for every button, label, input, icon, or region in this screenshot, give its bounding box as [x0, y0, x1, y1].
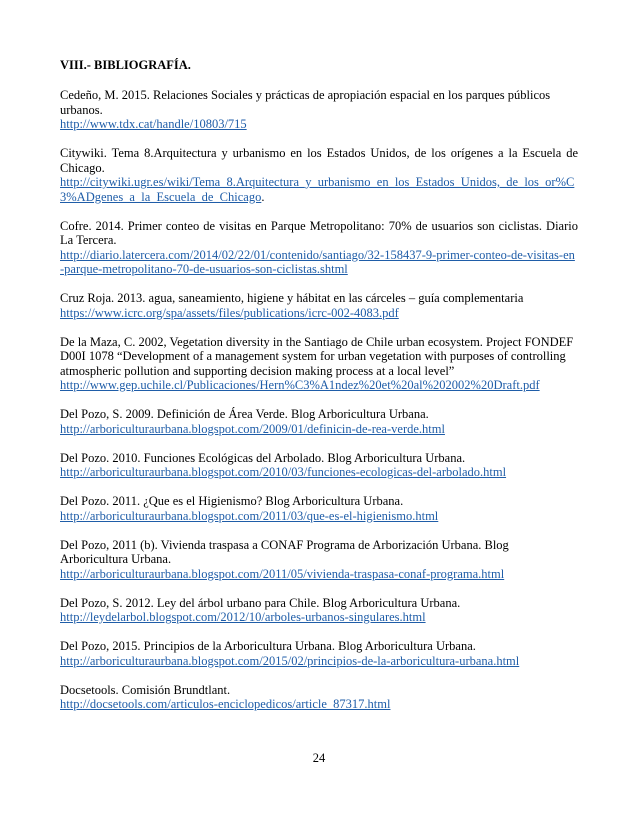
bib-entry-text: De la Maza, C. 2002, Vegetation diversity in the Santiago de Chile urban ecosystem. Project FONDEF D00I 1078 “Development of a management system for urban vegetation with purposes of controlling atmospheric pollution and supporting decision making process at a local level” — [60, 334, 574, 378]
bib-entry-link[interactable]: http://arboriculturaurbana.blogspot.com/2009/01/definicin-de-rea-verde.html — [60, 421, 445, 436]
bib-entry-link[interactable]: http://arboriculturaurbana.blogspot.com/2011/03/que-es-el-higienismo.html — [60, 508, 439, 523]
bib-entry-link[interactable]: http://arboriculturaurbana.blogspot.com/2010/03/funciones-ecologicas-del-arbolado.html — [60, 465, 507, 479]
bib-entry-text: Docsetools. Comisión Brundtlant. — [60, 682, 231, 697]
bib-entry-text: Citywiki. Tema 8.Arquitectura y urbanismo en los Estados Unidos, de los orígenes a la Escuela de Chicago. — [60, 146, 578, 175]
bib-entry-link[interactable]: http://diario.latercera.com/2014/02/22/01/contenido/santiago/32-158437-9-primer-conteo-de-visitas-en-parque-metropolitano-70-de-usuarios-son-ciclistas.shtml — [60, 247, 575, 276]
bib-entry-del-pozo-2015 — [60, 639, 578, 668]
bib-entry-del-pozo-2009 — [60, 407, 578, 436]
bib-entry-text: Del Pozo, S. 2012. Ley del árbol urbano para Chile. Blog Arboricultura Urbana. — [60, 595, 461, 610]
bib-entry-cedeno — [60, 88, 578, 132]
bib-entry-text: Del Pozo, S. 2009. Definición de Área Verde. Blog Arboricultura Urbana. — [60, 407, 429, 421]
bib-entry-text: Del Pozo. 2011. ¿Que es el Higienismo? Blog Arboricultura Urbana. — [60, 494, 404, 508]
bib-entry-text: Del Pozo, 2015. Principios de la Arboricultura Urbana. Blog Arboricultura Urbana. — [60, 639, 476, 653]
bib-entry-link[interactable]: http://www.tdx.cat/handle/10803/715 — [60, 117, 247, 131]
bib-entry-docsetools — [60, 683, 578, 712]
bib-entry-text: Del Pozo, 2011 (b). Vivienda traspasa a CONAF Programa de Arborización Urbana. Blog Arboricultura Urbana. — [60, 537, 509, 566]
bib-entry-link[interactable]: http://docsetools.com/articulos-enciclopedicos/article_87317.html — [60, 697, 391, 711]
bib-entry-citywiki — [60, 146, 578, 204]
bib-entry-text: Cedeño, M. 2015. Relaciones Sociales y prácticas de apropiación espacial en los parques públicos urbanos. — [60, 88, 551, 117]
bib-entry-text: Cofre. 2014. Primer conteo de visitas en Parque Metropolitano: 70% de usuarios son ciclistas. Diario La Tercera. — [60, 218, 578, 247]
bib-entry-link[interactable]: http://leydelarbol.blogspot.com/2012/10/arboles-urbanos-singulares.html — [60, 610, 426, 624]
bib-entry-de-la-maza — [60, 335, 578, 393]
bibliography-page — [60, 58, 578, 726]
bib-entry-link[interactable]: http://arboriculturaurbana.blogspot.com/2011/05/vivienda-traspasa-conaf-programa.html — [60, 566, 505, 581]
bib-entry-tail: . — [261, 189, 265, 204]
bib-entry-cofre — [60, 219, 578, 277]
bib-entry-del-pozo-2010 — [60, 451, 578, 480]
bib-entry-link[interactable]: http://arboriculturaurbana.blogspot.com/2015/02/principios-de-la-arboricultura-urbana.html — [60, 653, 520, 668]
bib-entry-link[interactable]: http://citywiki.ugr.es/wiki/Tema_8.Arquitectura_y_urbanismo_en_los_Estados_Unidos,_de_los_or%C3%ADgenes_a_la_Escuela_de_Chicago — [60, 175, 575, 204]
bib-entry-link[interactable]: https://www.icrc.org/spa/assets/files/publications/icrc-002-4083.pdf — [60, 305, 399, 320]
bib-entry-del-pozo-2011 — [60, 494, 578, 523]
bib-entry-del-pozo-2011b — [60, 538, 578, 582]
bib-entry-cruz-roja — [60, 291, 578, 320]
bib-entry-text: Del Pozo. 2010. Funciones Ecológicas del Arbolado. Blog Arboricultura Urbana. — [60, 450, 466, 465]
bib-entry-link[interactable]: http://www.gep.uchile.cl/Publicaciones/Hern%C3%A1ndez%20et%20al%202002%20Draft.pdf — [60, 378, 540, 392]
bib-entry-del-pozo-2012 — [60, 596, 578, 625]
page-number: 24 — [312, 751, 326, 765]
section-heading: VIII.- BIBLIOGRAFÍA. — [60, 58, 191, 72]
bib-entry-text: Cruz Roja. 2013. agua, saneamiento, higiene y hábitat en las cárceles – guía complementaria — [60, 291, 524, 305]
